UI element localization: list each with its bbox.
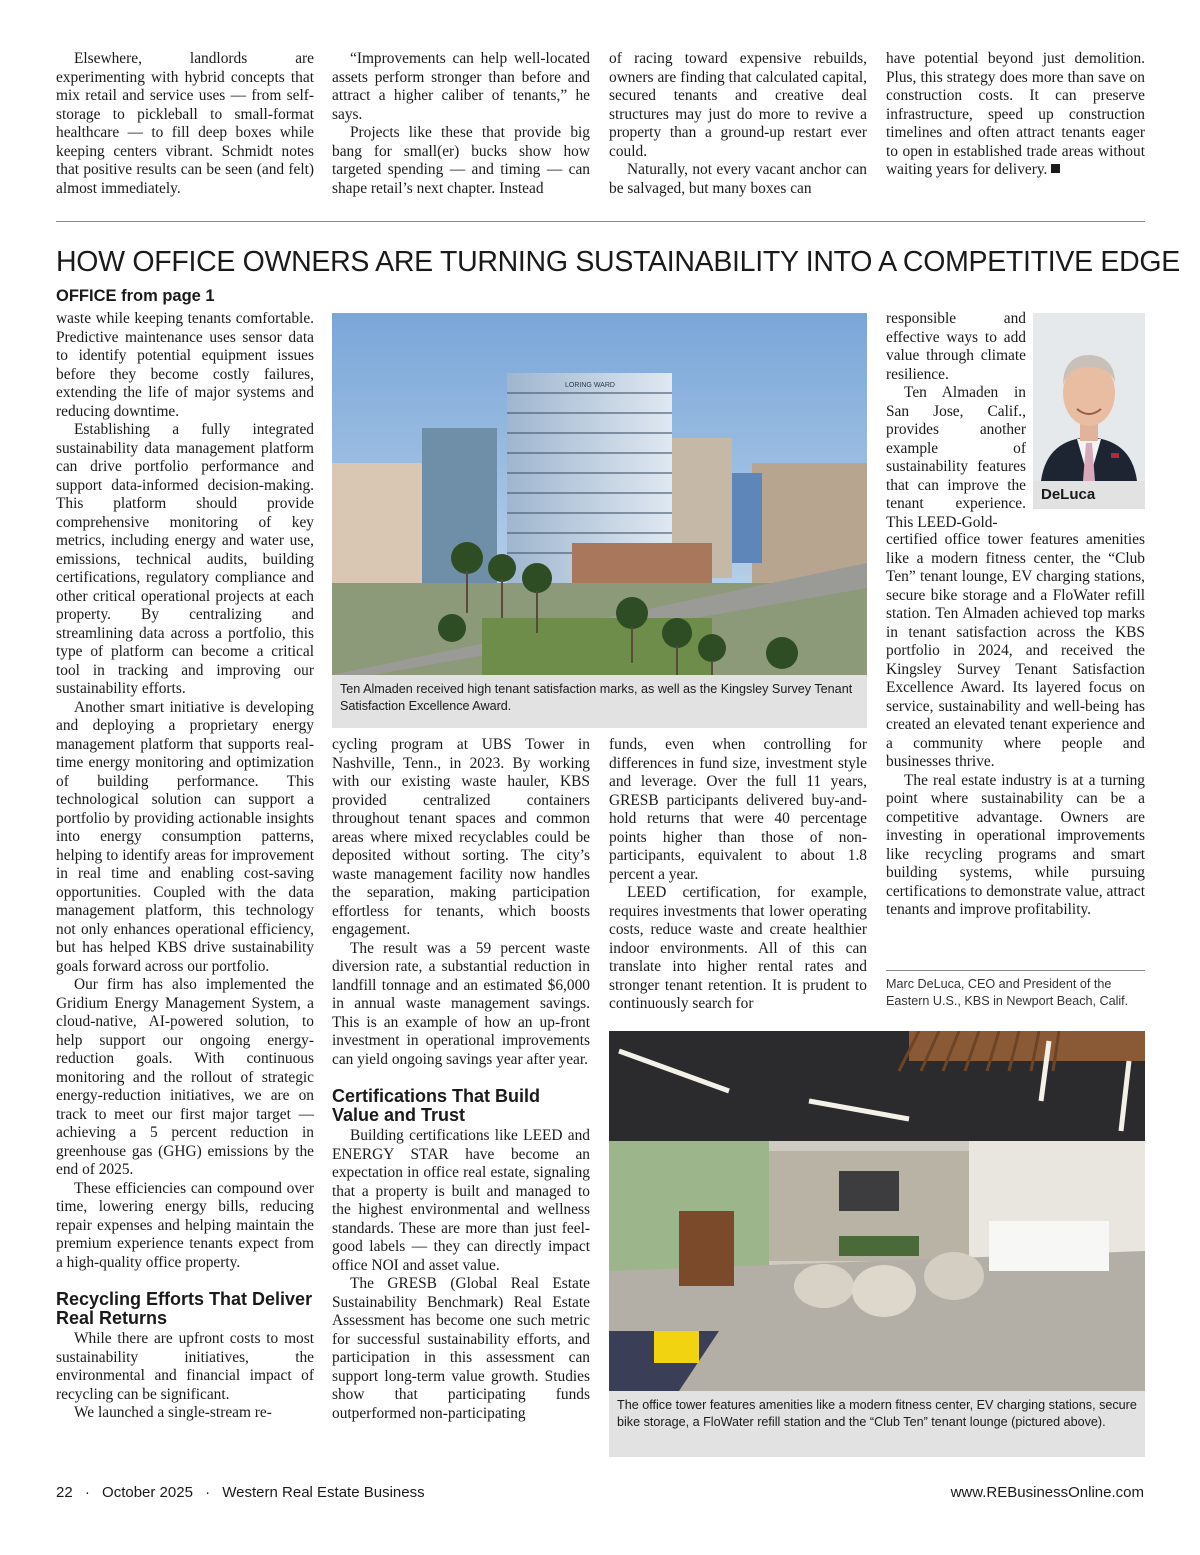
top-column-1 — [56, 50, 314, 198]
issue-date: October 2025 — [102, 1484, 193, 1501]
article-column-4-narrow — [886, 310, 1026, 532]
article-column-1 — [56, 310, 314, 1423]
building-photo-caption: Ten Almaden received high tenant satisfaction marks, as well as the Kingsley Survey Tenant Satisfaction Excellence Award. — [332, 675, 867, 728]
paragraph: cycling program at UBS Tower in Nashville, Tenn., in 2023. By working with our existing waste hauler, KBS provided centralized containers throughout tenant spaces and common areas where mixed recyclables could be deposited without sorting. The city’s waste management facility now handles the separation, making participation effortless for tenants, which boosts engagement. — [332, 736, 590, 938]
paragraph: Projects like these that provide big bang for small(er) bucks show how targeted spending — and timing — can shape retail’s next chapter. Instead — [332, 124, 590, 197]
headshot-label: DeLuca — [1033, 481, 1145, 509]
headshot-photo — [1033, 313, 1145, 481]
paragraph: certified office tower features amenities like a modern fitness center, the “Club Ten” tenant lounge, EV charging stations, secure bike storage and a FloWater refill station. Ten Almaden achieved top marks in tenant satisfaction across the KBS portfolio in 2024, and received the Kingsley Survey Tenant Satisfaction Excellence Award. Its layered focus on service, sustainability and well-being has created an elevated tenant experience and a community where people and businesses thrive. — [886, 531, 1145, 770]
paragraph: While there are upfront costs to most sustainability initiatives, the environmental and financial impact of recycling can be significant. — [56, 1330, 314, 1403]
paragraph: Naturally, not every vacant anchor can be salvaged, but many boxes can — [609, 161, 867, 197]
paragraph: Another smart initiative is developing and deploying a proprietary energy management platform that supports real-time energy monitoring and optimization of building performance. This technological solution can support a portfolio by providing actionable insights into energy consumption patterns, helping to identify areas for improvement in real time and enabling cost-saving opportunities. Coupled with the data management platform, this technology not only enhances operational efficiency, but has helped KBS drive sustainability goals forward across our portfolio. — [56, 698, 314, 975]
footer-separator: · — [205, 1484, 211, 1501]
lounge-photo-illustration — [609, 1031, 1145, 1391]
publication-name: Western Real Estate Business — [222, 1484, 425, 1501]
paragraph — [886, 50, 1145, 180]
article-column-2 — [332, 736, 590, 1423]
paragraph: The GRESB (Global Real Estate Sustainability Benchmark) Real Estate Assessment has become one such metric for successful sustainability efforts, and participation in this assessment can support long-term value growth. Studies show that participating funds outperformed non-participating — [332, 1275, 590, 1422]
paragraph: Elsewhere, landlords are experimenting with hybrid concepts that mix retail and service uses — from self-storage to pickleball to small-format healthcare — to fill deep boxes while keeping centers vibrant. Schmidt notes that positive results can be seen (and felt) almost immediately. — [56, 50, 314, 197]
author-bio: Marc DeLuca, CEO and President of the Eastern U.S., KBS in Newport Beach, Calif. — [886, 977, 1129, 1008]
subhead-recycling: Recycling Efforts That Deliver Real Returns — [56, 1289, 313, 1328]
top-column-3 — [609, 50, 867, 198]
jump-line: OFFICE from page 1 — [56, 287, 215, 305]
subhead-certifications: Certifications That Build Value and Trust — [332, 1086, 541, 1125]
page-number: 22 — [56, 1484, 73, 1501]
article-column-4 — [886, 531, 1145, 920]
top-column-4 — [886, 50, 1145, 180]
bio-divider — [886, 970, 1145, 971]
headshot-illustration — [1033, 313, 1145, 481]
lounge-photo-caption: The office tower features amenities like a modern fitness center, EV charging stations, secure bike storage, a FloWater refill station and the “Club Ten” tenant lounge (pictured above). — [609, 1391, 1145, 1457]
end-mark-icon — [1051, 164, 1060, 173]
building-photo — [332, 313, 867, 675]
paragraph: funds, even when controlling for differences in fund size, investment style and leverage. Over the full 11 years, GRESB participants delivered buy-and-hold returns that were 40 percentage points higher than those of non-participants, equivalent to about 1.8 percent a year. — [609, 736, 867, 883]
footer-separator: · — [84, 1484, 90, 1501]
paragraph-text: have potential beyond just demolition. Plus, this strategy does more than save on construction costs. It can preserve infrastructure, speed up construction timelines and often attract tenants eager to open in established trade areas without waiting years for delivery. — [886, 50, 1145, 178]
article-headline: HOW OFFICE OWNERS ARE TURNING SUSTAINABILITY INTO A COMPETITIVE EDGE — [56, 246, 1180, 278]
paragraph: “Improvements can help well-located assets perform stronger than before and attract a higher caliber of tenants,” he says. — [332, 50, 590, 123]
top-column-2 — [332, 50, 590, 198]
paragraph: LEED certification, for example, requires investments that lower operating costs, reduce waste and create healthier indoor environments. All of this can translate into higher rental rates and stronger tenant retention. It is prudent to continuously search for — [609, 884, 867, 1012]
footer-left — [56, 1484, 425, 1501]
paragraph: These efficiencies can compound over time, lowering energy bills, reducing repair expenses and helping maintain the premium experience tenants expect from a high-quality office property. — [56, 1179, 314, 1271]
section-divider — [56, 221, 1145, 222]
paragraph: responsible and effective ways to add value through climate resilience. — [886, 310, 1026, 383]
website-link[interactable]: www.REBusinessOnline.com — [950, 1484, 1144, 1501]
building-photo-illustration — [332, 313, 867, 675]
paragraph: Ten Almaden in San Jose, Calif., provides another example of sustainability features that can improve the tenant experience. This LEED-Gold- — [886, 384, 1026, 531]
paragraph: Establishing a fully integrated sustainability data management platform can drive portfolio performance and support data-informed decision-making. This platform should provide comprehensive monitoring of key metrics, including energy and water use, emissions, technical audits, building certifications, regulatory compliance and other critical operational projects at each property. By centralizing and streamlining data across a portfolio, this type of platform can become a critical tool in tracking and improving our sustainability efforts. — [56, 421, 314, 697]
paragraph: Building certifications like LEED and ENERGY STAR have become an expectation in office real estate, signaling that a property is built and managed to the highest environmental and wellness standards. These are more than just feel-good labels — they can directly impact office NOI and asset value. — [332, 1127, 590, 1274]
paragraph: The result was a 59 percent waste diversion rate, a substantial reduction in landfill tonnage and an estimated $6,000 in annual waste management savings. This is an example of how an up-front investment in operational improvements can yield ongoing savings year after year. — [332, 939, 590, 1068]
building-sign-text: LORING WARD — [565, 382, 615, 389]
paragraph: waste while keeping tenants comfortable. Predictive maintenance uses sensor data to identify potential equipment issues before they become costly failures, extending the life of major systems and reducing downtime. — [56, 310, 314, 420]
paragraph: of racing toward expensive rebuilds, owners are finding that calculated capital, secured tenants and creative deal structures may just do more to revive a property than a ground-up restart ever could. — [609, 50, 867, 160]
lounge-photo — [609, 1031, 1145, 1391]
paragraph: The real estate industry is at a turning point where sustainability can be a competitive advantage. Owners are investing in operational improvements like recycling programs and smart building systems, while pursuing certifications to demonstrate value, attract tenants and improve profitability. — [886, 771, 1145, 918]
article-column-3 — [609, 736, 867, 1014]
paragraph: Our firm has also implemented the Gridium Energy Management System, a cloud-native, AI-powered solution, to help support our ongoing energy-reduction goals. With continuous monitoring and the rollout of strategic energy-reduction initiatives, we are on track to meet our first major target — achieving a 5 percent reduction in greenhouse gas (GHG) emissions by the end of 2025. — [56, 976, 314, 1178]
paragraph: We launched a single-stream re- — [74, 1404, 272, 1421]
